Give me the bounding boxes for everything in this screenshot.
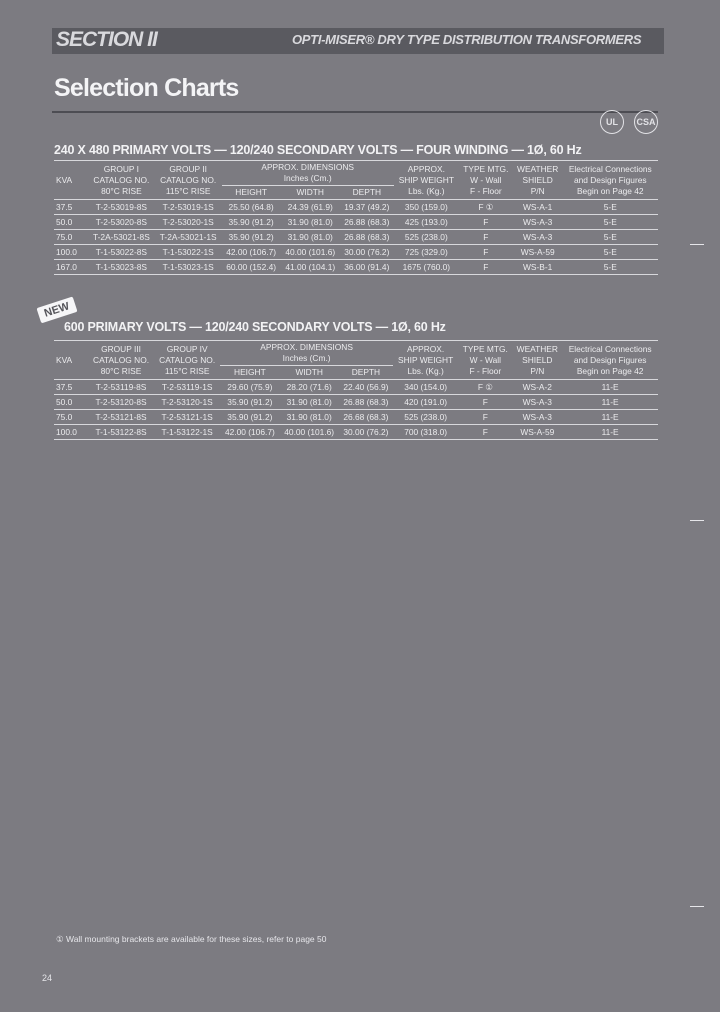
edge-mark [690, 906, 704, 907]
col-kva: KVA [54, 341, 88, 380]
page-number: 24 [42, 973, 53, 983]
col-group-b: GROUP IV CATALOG NO. 115°C RISE [154, 341, 220, 380]
col-shield: WEATHER SHIELD P/N [512, 341, 562, 380]
table1-title: 240 X 480 PRIMARY VOLTS — 120/240 SECONDARY VOLTS — FOUR WINDING — 1Ø, 60 Hz [54, 143, 582, 157]
footnote: ① Wall mounting brackets are available for these sizes, refer to page 50 [56, 934, 327, 944]
col-weight: APPROX. SHIP WEIGHT Lbs. (Kg.) [393, 341, 458, 380]
table-row: 50.0 T-2-53120-8S T-2-53120-1S 35.90 (91.2) 31.90 (81.0) 26.88 (68.3) 420 (191.0) F WS-A-3 11-E [54, 395, 658, 410]
col-depth: DEPTH [339, 366, 393, 380]
col-connections: Electrical Connections and Design Figures Begin on Page 42 [563, 161, 658, 200]
new-badge: NEW [36, 297, 77, 324]
col-kva: KVA [54, 161, 88, 200]
col-height: HEIGHT [222, 186, 281, 200]
col-dimensions: APPROX. DIMENSIONS Inches (Cm.) [220, 341, 393, 366]
table2 [54, 340, 658, 440]
col-weight: APPROX. SHIP WEIGHT Lbs. (Kg.) [394, 161, 459, 200]
table-row: 37.5 T-2-53019-8S T-2-53019-1S 25.50 (64.8) 24.39 (61.9) 19.37 (49.2) 350 (159.0) F ① WS-A-1 5-E [54, 200, 658, 215]
col-shield: WEATHER SHIELD P/N [513, 161, 563, 200]
section-label: SECTION II [56, 28, 157, 51]
ul-certification-icon: UL [600, 110, 624, 134]
col-group-a: GROUP III CATALOG NO. 80°C RISE [88, 341, 154, 380]
table2-title: 600 PRIMARY VOLTS — 120/240 SECONDARY VOLTS — 1Ø, 60 Hz [64, 320, 446, 334]
title-divider [52, 111, 658, 113]
csa-certification-icon: CSA [634, 110, 658, 134]
col-connections: Electrical Connections and Design Figures Begin on Page 42 [562, 341, 658, 380]
col-group-a: GROUP I CATALOG NO. 80°C RISE [88, 161, 155, 200]
edge-mark [690, 520, 704, 521]
table-row: 37.5 T-2-53119-8S T-2-53119-1S 29.60 (75.9) 28.20 (71.6) 22.40 (56.9) 340 (154.0) F ① WS-A-2 11-E [54, 380, 658, 395]
table-row: 100.0 T-1-53122-8S T-1-53122-1S 42.00 (106.7) 40.00 (101.6) 30.00 (76.2) 700 (318.0) F WS-A-59 11-E [54, 425, 658, 440]
col-dimensions: APPROX. DIMENSIONS Inches (Cm.) [222, 161, 394, 186]
col-width: WIDTH [281, 186, 340, 200]
table1 [54, 160, 658, 275]
edge-mark [690, 244, 704, 245]
table-row: 75.0 T-2A-53021-8S T-2A-53021-1S 35.90 (91.2) 31.90 (81.0) 26.88 (68.3) 525 (238.0) F WS-A-3 5-E [54, 230, 658, 245]
page-title: Selection Charts [54, 74, 239, 102]
table-row: 167.0 T-1-53023-8S T-1-53023-1S 60.00 (152.4) 41.00 (104.1) 36.00 (91.4) 1675 (760.0) F WS-B-1 5-E [54, 260, 658, 275]
col-height: HEIGHT [220, 366, 279, 380]
table-row: 75.0 T-2-53121-8S T-2-53121-1S 35.90 (91.2) 31.90 (81.0) 26.68 (68.3) 525 (238.0) F WS-A-3 11-E [54, 410, 658, 425]
section-subtitle: OPTI-MISER® DRY TYPE DISTRIBUTION TRANSFORMERS [292, 32, 642, 47]
col-mounting: TYPE MTG. W - Wall F - Floor [458, 341, 512, 380]
col-group-b: GROUP II CATALOG NO. 115°C RISE [155, 161, 222, 200]
col-depth: DEPTH [340, 186, 394, 200]
table-row: 50.0 T-2-53020-8S T-2-53020-1S 35.90 (91.2) 31.90 (81.0) 26.88 (68.3) 425 (193.0) F WS-A-3 5-E [54, 215, 658, 230]
col-width: WIDTH [280, 366, 339, 380]
col-mounting: TYPE MTG. W - Wall F - Floor [459, 161, 513, 200]
table-row: 100.0 T-1-53022-8S T-1-53022-1S 42.00 (106.7) 40.00 (101.6) 30.00 (76.2) 725 (329.0) F WS-A-59 5-E [54, 245, 658, 260]
